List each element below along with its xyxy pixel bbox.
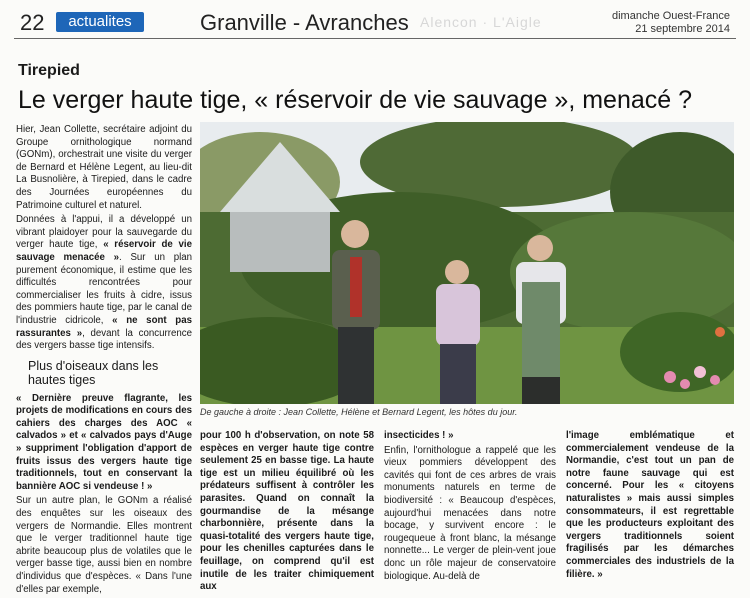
article-column-4 xyxy=(566,430,734,583)
newspaper-date-line: dimanche Ouest-France xyxy=(612,10,730,22)
paragraph-intro: Hier, Jean Collette, secrétaire adjoint du Groupe ornithologique normand (GONm), orchestrait une visite du verger de Bernard et Hélène Legent, au lieu-dit La Busnolière, à Tirepied, dans le cadre des Journées européennes du Patrimoine culturel et naturel. xyxy=(16,124,192,211)
publication-date: 21 septembre 2014 xyxy=(635,23,730,35)
region-title: Granville - Avranches xyxy=(200,10,409,35)
text-run: Données à l'appui, il a développé un vibrant plaidoyer pour la sauvegarde du verger haute tige, xyxy=(16,214,192,251)
paragraph-survey: Sur un autre plan, le GONm a réalisé des enquêtes sur les oiseaux des vergers de Normandie. Elles montrent que le verger traditionnel haute tige abrite beaucoup plus de volatiles que le verger basse tige, aussi bien en nombre d'individus que d'espèces. « Dans l'une d'elles par exemple, xyxy=(16,495,192,595)
article-column-2 xyxy=(200,430,374,596)
article-headline: Le verger haute tige, « réservoir de vie sauvage », menacé ? xyxy=(18,86,693,114)
article-kicker: Tirepied xyxy=(18,62,80,79)
paragraph-aoc-quote xyxy=(16,393,192,494)
quote-run: « réservoir de vie sauvage menacée » xyxy=(16,239,192,263)
quote-run: « ne sont pas rassurantes » xyxy=(16,314,192,339)
header-divider xyxy=(14,38,736,39)
paragraph-survey-cont xyxy=(200,430,374,594)
article-column-1 xyxy=(16,124,192,598)
paragraph-insecticides xyxy=(384,430,556,443)
article-column-3 xyxy=(384,430,556,585)
text-run: . Sur un plan purement économique, il estime que les difficultés rencontrées pour commercialiser les fruits à cidre, issus des pommiers haute tige, par le canal de l'industrie cidricole, xyxy=(16,251,193,326)
section-badge: actualites xyxy=(56,12,144,32)
quote-run: l'image emblématique et commercialement vendeuse de la Normandie, c'est tout un pan de notre faune sauvage qui est concerné. Pour les « citoyens naturalistes » mais aussi simples consommateurs, il est regrettable que les producteurs exploitant des vergers traditionnels soient fragilisés par les démarches commerciales des industriels de la filière. » xyxy=(566,430,734,580)
quote-run: insecticides ! » xyxy=(384,430,454,441)
orchard-photo-illustration xyxy=(200,122,734,404)
page-number: 22 xyxy=(20,10,45,35)
bleed-through-text: Alencon · L'Aigle xyxy=(420,14,542,30)
text-run: , devant la concurrence des vergers basse tige intensifs. xyxy=(16,327,192,352)
paragraph-conclusion xyxy=(566,430,734,581)
paragraph-biodiversity: Enfin, l'ornithologue a rappelé que les vieux pommiers développent des cavités qui font de ces arbres de vrais monuments naturels en terme de biodiversité : « Beaucoup d'espèces, aujourd'hui menacées dans notre bocage, y survivent encore : le rougequeue à front blanc, la mésange nonnette... Le verger de plein-vent joue donc un rôle majeur de conservatoire biologique. Au-delà de xyxy=(384,444,556,582)
article-subhead: Plus d'oiseaux dans les hautes tiges xyxy=(28,358,159,387)
quote-run: « Dernière preuve flagrante, les projets de modifications en cours des cahiers des charges des AOC « calvados » et « calvados pays d'Auge » suppriment l'obligation d'apport de fruits issus des vergers haute tige traditionnels, tout en conservant la bannière AOC si vendeuse ! » xyxy=(16,392,192,492)
article-photo xyxy=(200,122,734,404)
paragraph-plea xyxy=(16,214,192,353)
date-block xyxy=(612,10,730,36)
quote-run: pour 100 h d'observation, on note 58 espèces en verger haute tige contre seulement 25 en basse tige. La haute tige est un milieu équilibré où les prédateurs suffisent à contrôler les parasites. Quand on connaît la gourmandise de la mésange charbonnière, présente dans la quasi-totalité des vergers haute tige, pour les chenilles capturées dans le feuillage, on comprend qu'il est inutile de les traiter chimiquement aux xyxy=(200,430,374,593)
photo-caption: De gauche à droite : Jean Collette, Hélène et Bernard Legent, les hôtes du jour. xyxy=(200,407,518,417)
